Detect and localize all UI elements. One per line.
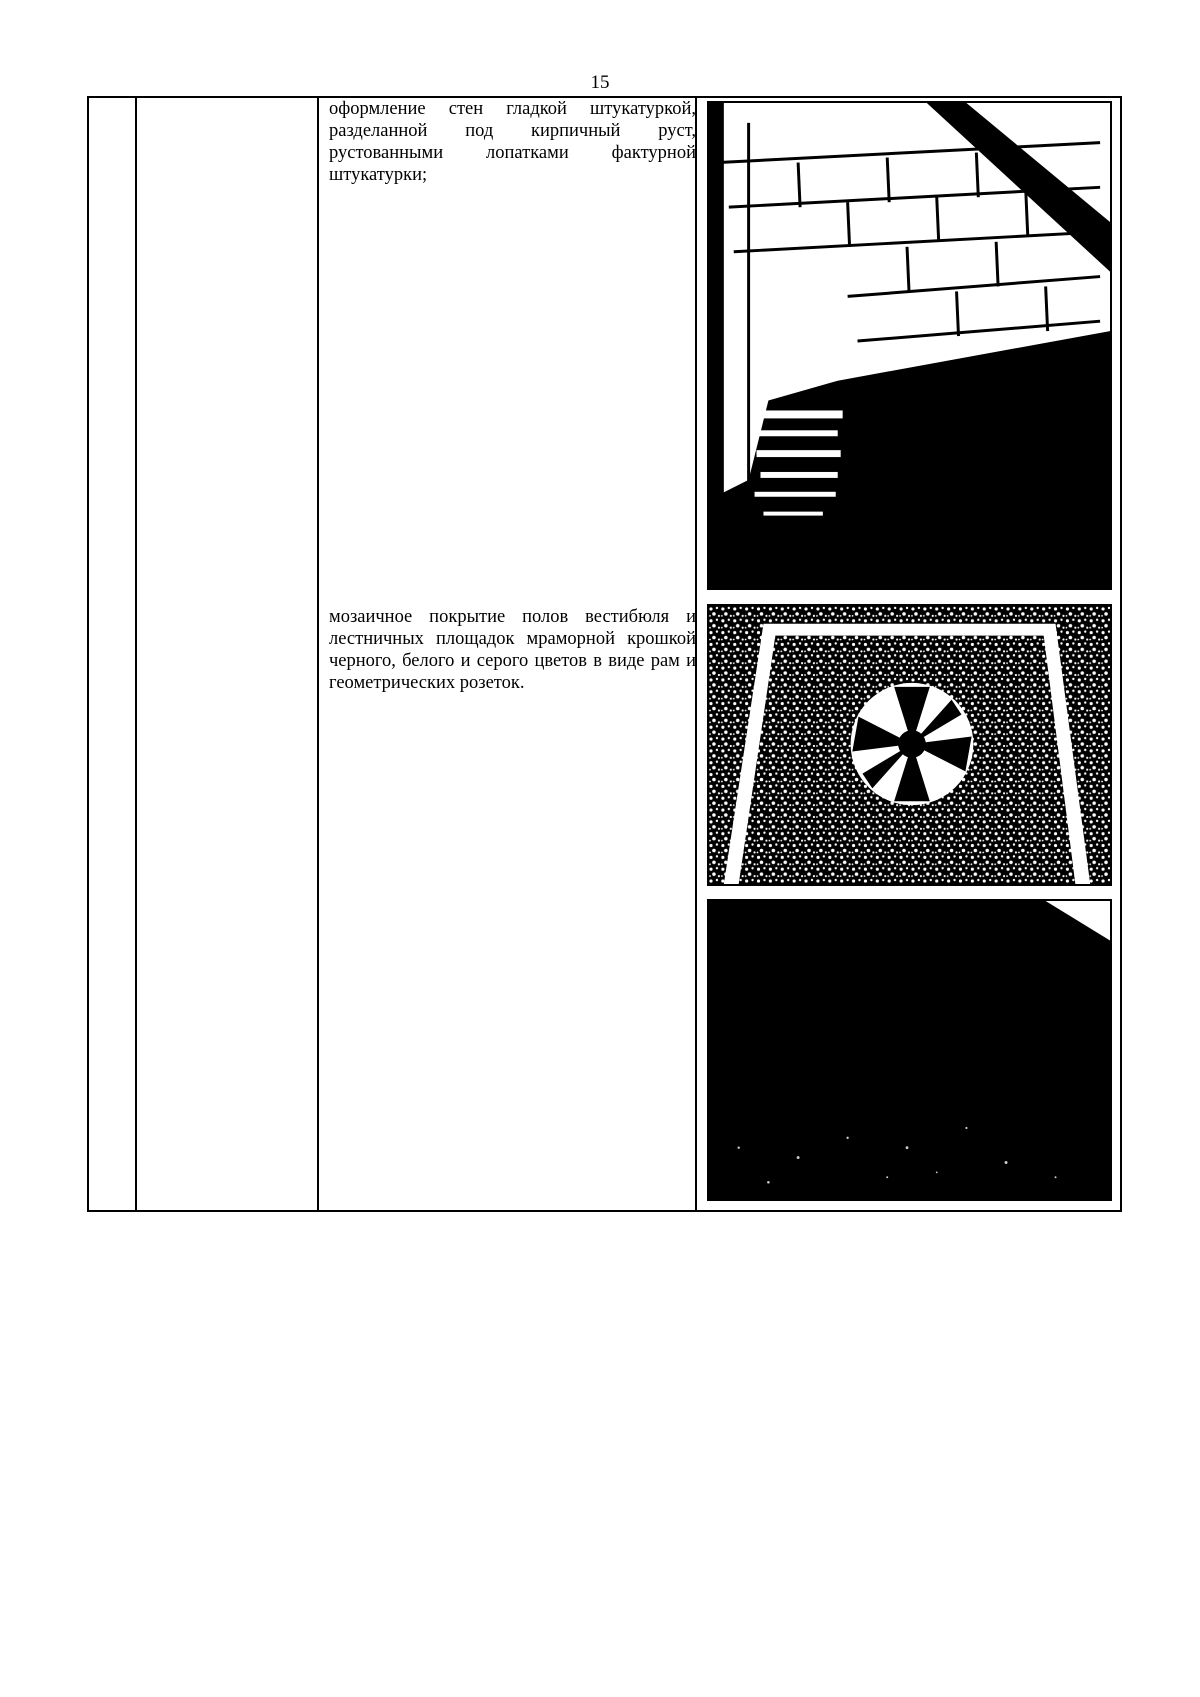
column-divider bbox=[317, 98, 319, 1210]
photo-floor-detail-image bbox=[709, 901, 1110, 1199]
description-mosaic-floor: мозаичное покрытие полов вестибюля и лестничных площадок мраморной крошкой черного, белого и серого цветов в виде рам и геометрических розеток. bbox=[329, 607, 696, 693]
photo-wall-plaster bbox=[707, 101, 1112, 590]
description-wall-plaster: оформление стен гладкой штукатуркой, разделанной под кирпичный руст, рустованными лопатками фактурной штукатурки; bbox=[329, 99, 696, 185]
heritage-table bbox=[87, 96, 1122, 1212]
photo-wall-plaster-image bbox=[709, 103, 1110, 588]
photo-mosaic-floor bbox=[707, 604, 1112, 886]
photo-mosaic-floor-image bbox=[709, 606, 1110, 884]
page-number: 15 bbox=[590, 72, 610, 93]
column-divider bbox=[135, 98, 137, 1210]
photo-floor-detail bbox=[707, 899, 1112, 1201]
